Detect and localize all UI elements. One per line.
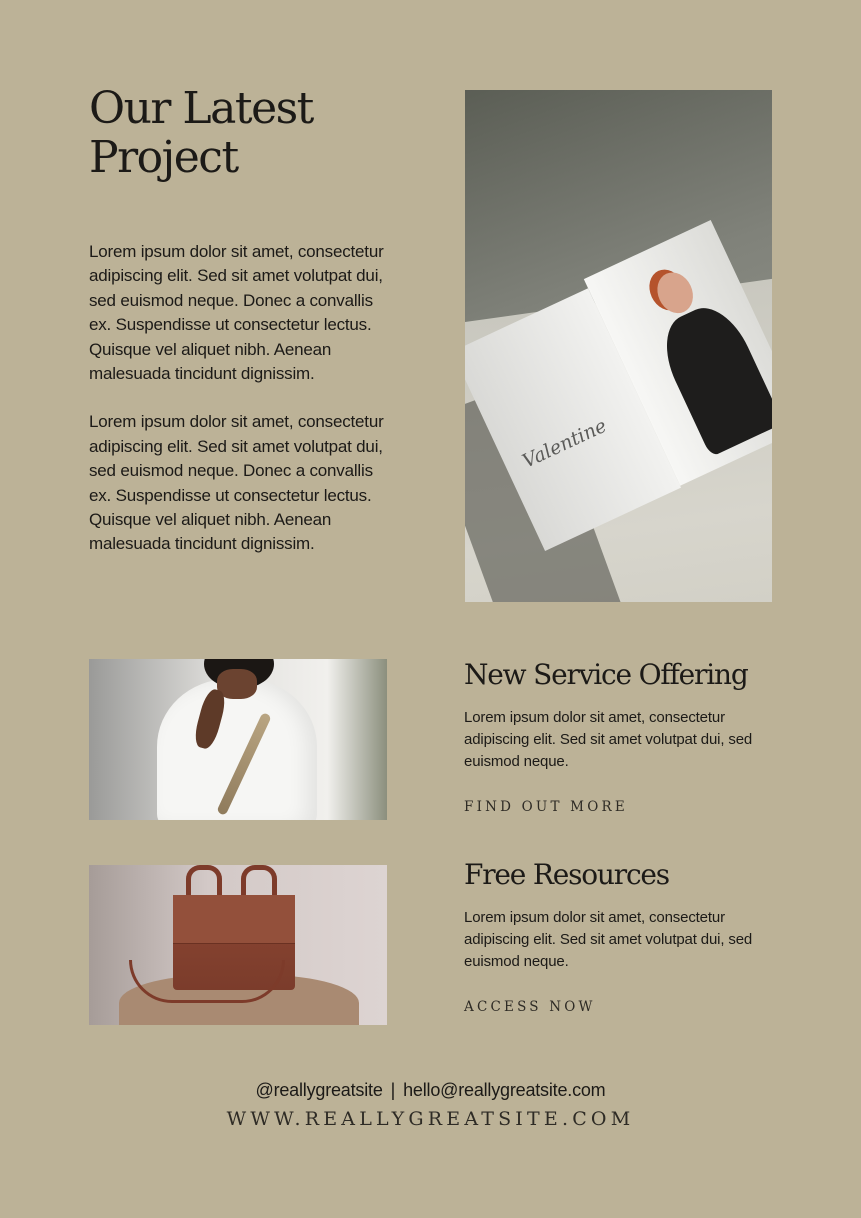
website-url[interactable]: WWW.REALLYGREATSITE.COM [226, 1108, 635, 1130]
magazine-photo [465, 90, 772, 602]
leather-bag-photo [89, 865, 387, 1025]
contact-separator: | [390, 1080, 396, 1100]
intro-text [89, 240, 389, 581]
free-resources-section [464, 857, 784, 1016]
intro-paragraph-1: Lorem ipsum dolor sit amet, consectetur adipiscing elit. Sed sit amet volutpat dui, sed euismod neque. Donec a convallis ex. Suspendisse ut consectetur lectus. Quisque vel aliquet nibh. Aenean malesuada tincidunt dignissim. [89, 242, 384, 384]
free-resources-heading: Free Resources [464, 858, 669, 891]
title-line-2: Project [89, 132, 238, 183]
free-resources-text: Lorem ipsum dolor sit amet, consectetur adipiscing elit. Sed sit amet volutpat dui, sed euismod neque. [464, 909, 753, 970]
white-dress-photo [89, 659, 387, 820]
email-address[interactable]: hello@reallygreatsite.com [403, 1080, 606, 1100]
page-title [89, 84, 409, 182]
social-handle[interactable]: @reallygreatsite [255, 1080, 383, 1100]
magazine-title-text: Valentine [519, 414, 611, 473]
find-out-more-link[interactable]: FIND OUT MORE [464, 799, 628, 815]
access-now-link[interactable]: ACCESS NOW [464, 999, 596, 1015]
intro-paragraph-2: Lorem ipsum dolor sit amet, consectetur adipiscing elit. Sed sit amet volutpat dui, sed euismod neque. Donec a convallis ex. Suspendisse ut consectetur lectus. Quisque vel aliquet nibh. Aenean malesuada tincidunt dignissim. [89, 412, 384, 554]
contact-line [0, 1080, 861, 1101]
title-line-1: Our Latest [89, 83, 313, 134]
service-offering-section [464, 657, 784, 816]
service-offering-heading: New Service Offering [464, 658, 748, 691]
service-offering-text: Lorem ipsum dolor sit amet, consectetur adipiscing elit. Sed sit amet volutpat dui, sed euismod neque. [464, 709, 753, 770]
